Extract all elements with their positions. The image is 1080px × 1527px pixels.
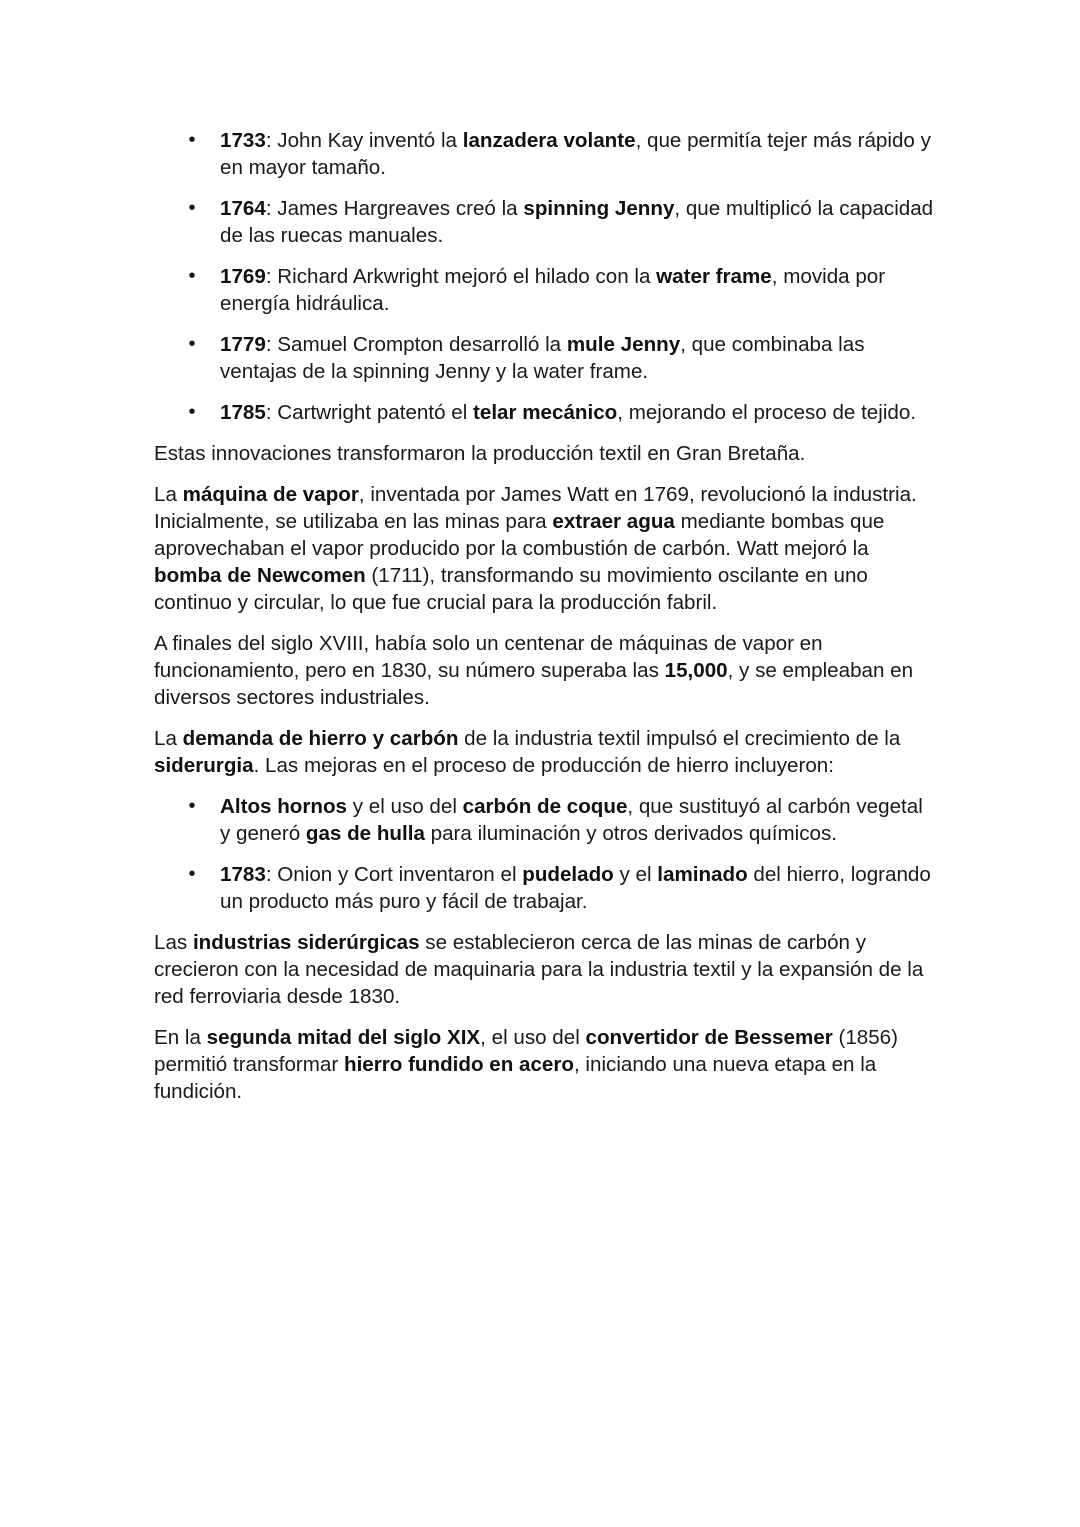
bullet-icon: • — [188, 333, 196, 355]
bold-text: 15,000 — [664, 659, 728, 682]
text-run: : Cartwright patentó el — [265, 401, 474, 424]
list-item — [154, 793, 934, 847]
bold-text: 1783 — [220, 863, 266, 886]
bold-text: siderurgia — [154, 754, 254, 777]
list-item — [154, 399, 934, 426]
iron-demand-paragraph — [154, 725, 934, 779]
text-run: , que combinaba las ventajas de la spinning Jenny y la water frame. — [220, 333, 865, 383]
bold-text: segunda mitad del siglo XIX — [206, 1026, 481, 1049]
bullet-icon: • — [188, 197, 196, 219]
text-run: , iniciando una nueva etapa en la fundición. — [154, 1053, 877, 1103]
bold-text: Altos hornos — [220, 795, 347, 818]
text-run: para iluminación y otros derivados químicos. — [424, 822, 837, 845]
text-run: La — [154, 727, 183, 750]
list-item — [154, 861, 934, 915]
bold-text: spinning Jenny — [523, 197, 675, 220]
bullet-icon: • — [188, 401, 196, 423]
text-run: Las — [154, 931, 193, 954]
bold-text: demanda de hierro y carbón — [182, 727, 459, 750]
text-run: : John Kay inventó la — [265, 129, 463, 152]
bold-text: lanzadera volante — [462, 129, 636, 152]
text-run: . Las mejoras en el proceso de producción de hierro incluyeron: — [253, 754, 834, 777]
bold-text: water frame — [656, 265, 772, 288]
text-run: Estas innovaciones transformaron la producción textil en Gran Bretaña. — [154, 442, 806, 465]
bold-text: 1779 — [220, 333, 266, 356]
text-run: y el uso del — [347, 795, 463, 818]
text-run: (1856) permitió transformar — [154, 1026, 898, 1076]
steel-industries-paragraph — [154, 929, 934, 1010]
list-item — [154, 263, 934, 317]
bullet-icon: • — [188, 265, 196, 287]
bold-text: gas de hulla — [305, 822, 425, 845]
text-run: , que multiplicó la capacidad de las ruecas manuales. — [220, 197, 934, 247]
bullet-icon: • — [188, 129, 196, 151]
text-run: de la industria textil impulsó el crecimiento de la — [458, 727, 901, 750]
text-run: se establecieron cerca de las minas de carbón y crecieron con la necesidad de maquinaria para la industria textil y la expansión de la red ferroviaria desde 1830. — [154, 931, 924, 1008]
text-run: mediante bombas que aprovechaban el vapor producido por la combustión de carbón. Watt mejoró la — [154, 510, 885, 560]
textile-inventions-list — [154, 127, 934, 426]
text-run: , movida por energía hidráulica. — [220, 265, 886, 315]
steam-engine-paragraph — [154, 481, 934, 616]
bold-text: carbón de coque — [462, 795, 628, 818]
textile-summary-paragraph — [154, 440, 934, 467]
text-run: , que sustituyó al carbón vegetal y generó — [220, 795, 923, 845]
document-page — [154, 127, 934, 1119]
text-run: , el uso del — [480, 1026, 586, 1049]
bold-text: extraer agua — [552, 510, 675, 533]
list-item — [154, 195, 934, 249]
bold-text: telar mecánico — [473, 401, 618, 424]
text-run: y el — [613, 863, 658, 886]
text-run: del hierro, logrando un producto más puro y fácil de trabajar. — [220, 863, 931, 913]
text-run: : Onion y Cort inventaron el — [265, 863, 523, 886]
text-run: En la — [154, 1026, 207, 1049]
text-run: , mejorando el proceso de tejido. — [617, 401, 917, 424]
bold-text: convertidor de Bessemer — [585, 1026, 833, 1049]
bold-text: máquina de vapor — [182, 483, 359, 506]
steam-engine-count-paragraph — [154, 630, 934, 711]
bold-text: 1785 — [220, 401, 266, 424]
bold-text: laminado — [657, 863, 748, 886]
bold-text: 1764 — [220, 197, 266, 220]
text-run: La — [154, 483, 183, 506]
bold-text: industrias siderúrgicas — [192, 931, 420, 954]
bold-text: bomba de Newcomen — [154, 564, 366, 587]
bold-text: 1769 — [220, 265, 266, 288]
text-run: : Richard Arkwright mejoró el hilado con la — [265, 265, 657, 288]
list-item — [154, 331, 934, 385]
bold-text: hierro fundido en acero — [343, 1053, 574, 1076]
bold-text: 1733 — [220, 129, 266, 152]
bessemer-paragraph — [154, 1024, 934, 1105]
text-run: , que permitía tejer más rápido y en mayor tamaño. — [220, 129, 931, 179]
text-run: : Samuel Crompton desarrolló la — [265, 333, 567, 356]
text-run: , inventada por James Watt en 1769, revolucionó la industria. Inicialmente, se utilizaba en las minas para — [154, 483, 917, 533]
bullet-icon: • — [188, 863, 196, 885]
iron-improvements-list — [154, 793, 934, 915]
bold-text: mule Jenny — [566, 333, 681, 356]
text-run: , y se empleaban en diversos sectores industriales. — [154, 659, 914, 709]
list-item — [154, 127, 934, 181]
bold-text: pudelado — [522, 863, 614, 886]
text-run: : James Hargreaves creó la — [265, 197, 524, 220]
text-run: (1711), transformando su movimiento oscilante en uno continuo y circular, lo que fue crucial para la producción fabril. — [154, 564, 868, 614]
bullet-icon: • — [188, 795, 196, 817]
text-run: A finales del siglo XVIII, había solo un centenar de máquinas de vapor en funcionamiento, pero en 1830, su número superaba las — [154, 632, 823, 682]
